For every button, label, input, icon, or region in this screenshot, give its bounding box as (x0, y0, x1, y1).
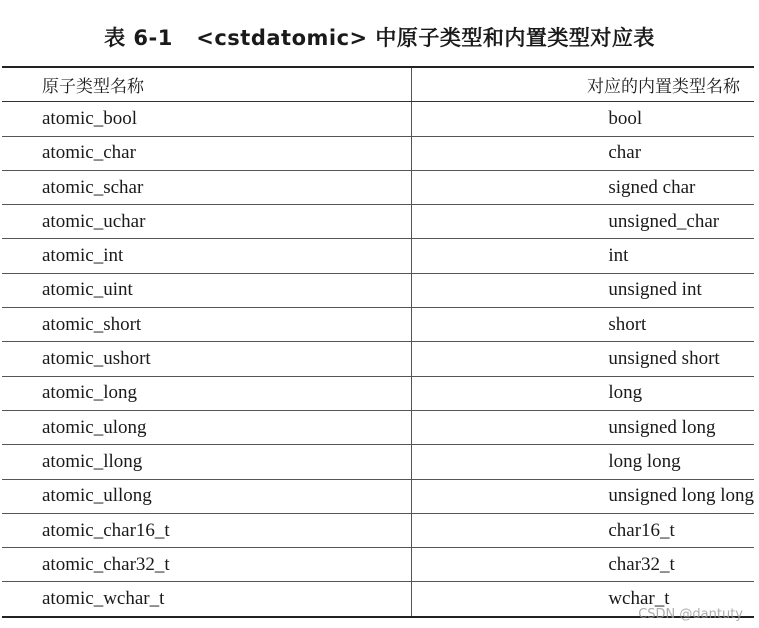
builtin-type-cell: unsigned int (412, 273, 754, 307)
builtin-type-cell: unsigned long long (412, 479, 754, 513)
builtin-type-cell: signed char (412, 170, 754, 204)
table-header-row (2, 67, 754, 102)
table-row (2, 308, 754, 342)
builtin-type-cell: char16_t (412, 513, 754, 547)
table-row (2, 273, 754, 307)
header-atomic-type: 原子类型名称 (2, 67, 412, 102)
table-row (2, 342, 754, 376)
atomic-type-cell: atomic_uchar (2, 205, 412, 239)
table-row (2, 548, 754, 582)
table-row (2, 170, 754, 204)
table-row (2, 445, 754, 479)
atomic-type-cell: atomic_schar (2, 170, 412, 204)
atomic-type-cell: atomic_short (2, 308, 412, 342)
table-row (2, 239, 754, 273)
builtin-type-cell: char32_t (412, 548, 754, 582)
table-row (2, 410, 754, 444)
table-row (2, 136, 754, 170)
atomic-type-cell: atomic_ushort (2, 342, 412, 376)
atomic-type-cell: atomic_uint (2, 273, 412, 307)
header-builtin-type: 对应的内置类型名称 (412, 67, 754, 102)
table-row (2, 102, 754, 136)
watermark: CSDN @dantuty (638, 607, 743, 622)
atomic-types-table (2, 66, 754, 618)
atomic-type-cell: atomic_long (2, 376, 412, 410)
atomic-type-cell: atomic_char32_t (2, 548, 412, 582)
table-row (2, 479, 754, 513)
builtin-type-cell: long long (412, 445, 754, 479)
builtin-type-cell: bool (412, 102, 754, 136)
atomic-type-cell: atomic_llong (2, 445, 412, 479)
atomic-type-cell: atomic_char (2, 136, 412, 170)
atomic-type-cell: atomic_char16_t (2, 513, 412, 547)
builtin-type-cell: unsigned short (412, 342, 754, 376)
builtin-type-cell: short (412, 308, 754, 342)
table-caption: 表 6-1 <cstdatomic> 中原子类型和内置类型对应表 (104, 26, 655, 50)
atomic-type-cell: atomic_wchar_t (2, 582, 412, 617)
builtin-type-cell: char (412, 136, 754, 170)
atomic-type-cell: atomic_bool (2, 102, 412, 136)
table-row (2, 376, 754, 410)
builtin-type-cell: unsigned_char (412, 205, 754, 239)
table-row (2, 205, 754, 239)
builtin-type-cell: int (412, 239, 754, 273)
atomic-type-cell: atomic_ullong (2, 479, 412, 513)
builtin-type-cell: unsigned long (412, 410, 754, 444)
table-row (2, 513, 754, 547)
builtin-type-cell: wchar_t (412, 582, 754, 617)
atomic-type-cell: atomic_int (2, 239, 412, 273)
atomic-type-cell: atomic_ulong (2, 410, 412, 444)
builtin-type-cell: long (412, 376, 754, 410)
